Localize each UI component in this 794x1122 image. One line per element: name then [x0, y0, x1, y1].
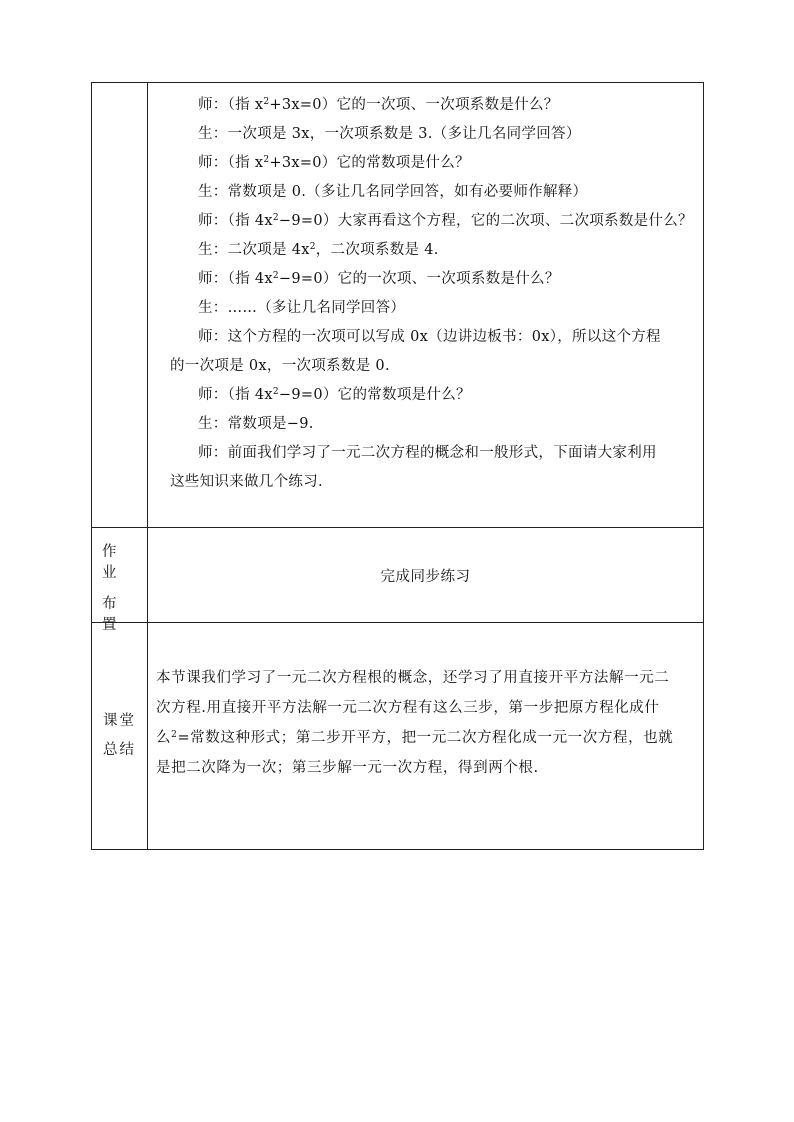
- summary-content-cell: [148, 623, 704, 850]
- summary-label-cell: [92, 623, 148, 850]
- dialog-line-5: 师：（指 $4x^2-9=0$）大家再看这个方程，它的二次项、二次项系数是什么？: [198, 213, 693, 229]
- dialog-line-6: 生：二次项是 $4x^2$，二次项系数是 4.: [198, 242, 439, 258]
- summary-line-4: 是把二次降为一次；第三步解一元一次方程，得到两个根.: [156, 760, 539, 776]
- dialog-line-10: 的一次项是 0x，一次项系数是 0.: [170, 358, 390, 374]
- dialog-line-11: 师：（指 $4x^2-9=0$）它的常数项是什么？: [198, 387, 471, 403]
- homework-content: 完成同步练习: [148, 528, 704, 623]
- dialog-line-13: 师：前面我们学习了一元二次方程的概念和一般形式，下面请大家利用: [198, 445, 657, 461]
- summary-line-2: 次方程.用直接开平方法解一元二次方程有这么三步，第一步把原方程化成什: [156, 700, 660, 716]
- homework-row: [92, 528, 704, 623]
- dialog-line-7: 师：（指 $4x^2-9=0$）它的一次项、一次项系数是什么？: [198, 271, 560, 287]
- summary-row: [92, 623, 704, 850]
- dialog-row: [92, 83, 704, 528]
- dialog-line-14: 这些知识来做几个练习.: [170, 474, 323, 490]
- summary-label-line-1: 课堂: [103, 713, 136, 729]
- homework-label-top: 作业: [102, 544, 127, 581]
- dialog-line-1: 师：（指 $x^2+3x=0$）它的一次项、一次项系数是什么？: [198, 97, 559, 113]
- summary-label-line-2: 总结: [103, 742, 136, 758]
- summary-text: [156, 663, 695, 783]
- dialog-line-9: 师：这个方程的一次项可以写成 0x（边讲边板书：0x），所以这个方程: [198, 329, 661, 345]
- dialog-line-3: 师：（指 $x^2+3x=0$）它的常数项是什么？: [198, 155, 470, 171]
- homework-label-cell: [92, 528, 148, 633]
- dialog-content-cell: [148, 83, 704, 528]
- summary-line-1: 本节课我们学习了一元二次方程根的概念，还学习了用直接开平方法解一元二: [156, 670, 670, 686]
- dialog-line-12: 生：常数项是−9.: [198, 416, 314, 432]
- dialog-line-8: 生：……（多让几名同学回答）: [198, 300, 406, 316]
- dialog-line-2: 生：一次项是 3x，一次项系数是 3.（多让几名同学回答）: [198, 126, 581, 142]
- lesson-plan-table: [91, 82, 704, 850]
- dialog-line-4: 生：常数项是 0.（多让几名同学回答，如有必要师作解释）: [198, 184, 588, 200]
- homework-label-bottom: 布置: [102, 596, 127, 633]
- summary-line-3: 么$^2$=常数这种形式；第二步开平方，把一元二次方程化成一元一次方程，也就: [156, 730, 674, 746]
- dialog-label-cell: [92, 83, 148, 528]
